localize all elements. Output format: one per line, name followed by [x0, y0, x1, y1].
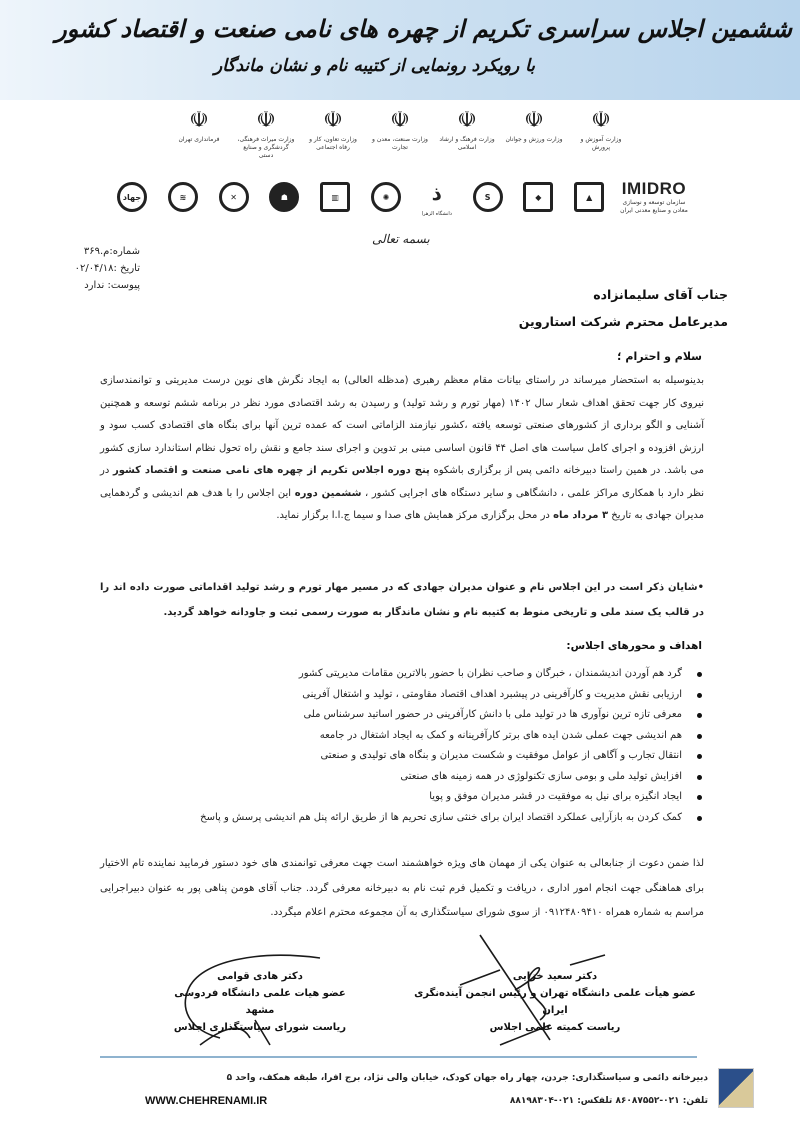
bullet-icon — [697, 734, 702, 739]
goal-text: ایجاد انگیزه برای نیل به موفقیت در قشر مدیران موفق و پویا — [429, 791, 682, 802]
jahad-logo-icon: جهاد — [117, 182, 147, 212]
bullet-icon — [697, 672, 702, 677]
goal-item — [148, 685, 708, 706]
goal-text: ارزیابی نقش مدیریت و کارآفرینی در پیشبرد اهداف اقتصاد مقاومتی ، تولید و اشتغال آفرینی — [302, 688, 682, 700]
globe-logo-icon: S — [473, 182, 503, 212]
letter-number: شماره:م.۳۶۹ — [83, 246, 140, 257]
logo-caption: وزارت آموزش و پرورش — [580, 136, 622, 151]
goals-list — [148, 664, 708, 828]
logo-caption: وزارت فرهنگ و ارشاد اسلامی — [439, 136, 495, 151]
iran-emblem-icon: ☫ — [457, 108, 477, 133]
bullet-icon — [697, 816, 702, 821]
university-logo-icon: ▥ — [320, 182, 350, 212]
logo-caption: وزارت ورزش و جوانان — [505, 136, 563, 143]
signatory-role: ریاست کمیته علمی اجلاس — [489, 1022, 621, 1033]
recipient-block — [519, 281, 728, 335]
ministry-logo — [304, 108, 362, 164]
goal-text: انتقال تجارب و آگاهی از عوامل موفقیت و شکست مدیران و بنگاه های تولیدی و صنعتی — [320, 750, 682, 761]
partner-logo — [516, 182, 560, 212]
imidro-logo-icon: IMIDRO — [621, 179, 687, 198]
logo-caption: وزارت تعاون، کار و رفاه اجتماعی — [309, 136, 357, 151]
iran-map-logo-icon: ▲ — [574, 182, 604, 212]
organization-logo-icon: ✕ — [219, 182, 249, 212]
university-logo-icon: ذ — [422, 178, 452, 208]
bullet-icon — [697, 754, 702, 759]
signatory-name: دکتر سعید خزایی — [512, 971, 598, 982]
bismillah: بسمه تعالی — [372, 232, 430, 246]
logo-caption: دانشگاه الزهرا — [421, 210, 452, 217]
banner-subtitle: با رویکرد رونمایی از کتیبه نام و نشان ماندگار — [214, 56, 535, 76]
goal-item — [148, 705, 708, 726]
secretariat-logo-icon — [718, 1068, 754, 1108]
ministry-logos-row — [170, 108, 630, 164]
footer-phone: تلفن: ۰۲۱-۸۶۰۸۷۵۵۲ تلفکس: ۰۲۱-۸۸۱۹۸۳۰۴ — [509, 1096, 708, 1106]
bullet-icon — [697, 713, 702, 718]
amirkabir-logo-icon: ✺ — [371, 182, 401, 212]
ministry-logo — [170, 108, 228, 164]
partner-logo — [364, 182, 408, 212]
logo-caption: فرمانداری تهران — [178, 136, 220, 143]
tehran-university-logo-icon: ☗ — [269, 182, 299, 212]
goals-heading: اهداف و محورهای اجلاس: — [566, 640, 702, 652]
footer-divider — [100, 1056, 697, 1058]
greeting: سلام و احترام ؛ — [617, 350, 702, 363]
goal-text: هم اندیشی جهت عملی شدن ایده های برتر کارآفرینانه و کمک به ایجاد اشتغال در جامعه — [319, 729, 682, 741]
goal-item — [148, 746, 708, 767]
partner-logos-row — [110, 172, 690, 222]
partner-logo — [466, 182, 510, 212]
paragraph-text: در محل برگزاری مرکز همایش های صدا و سیما ج.ا.ا برگزار نماید. — [276, 510, 554, 521]
goal-item — [148, 767, 708, 788]
bullet-icon — [697, 775, 702, 780]
logo-caption: وزارت صنعت، معدن و تجارت — [372, 136, 428, 151]
iran-emblem-icon: ☫ — [524, 108, 544, 133]
goal-text: افزایش تولید ملی و بومی سازی تکنولوژی در همه زمینه های صنعتی — [400, 770, 682, 782]
bullet-icon — [697, 795, 702, 800]
partner-logo — [110, 182, 154, 212]
partner-logo — [567, 182, 611, 212]
organization-logo-icon: ◆ — [523, 182, 553, 212]
ministry-logo — [438, 108, 496, 164]
signatory-role: عضو هیأت علمی دانشگاه تهران و رئیس انجمن آینده‌نگری ایران — [414, 988, 696, 1016]
signatory-name: دکتر هادی قوامی — [217, 971, 303, 982]
ministry-logo — [371, 108, 429, 164]
iran-emblem-icon: ☫ — [323, 108, 343, 133]
event-date: ۳ مرداد ماه — [553, 510, 609, 521]
letter-date: تاریخ :۰۲/۰۴/۱۸ — [74, 263, 140, 274]
goal-item — [148, 787, 708, 808]
signatory-role: ریاست شورای سیاستگذاری اجلاس — [173, 1022, 347, 1033]
recipient-name: جناب آقای سلیمانزاده — [593, 287, 728, 302]
paragraph-text: بدینوسیله به استحضار میرساند در راستای بیانات مقام معظم رهبری (مدظله العالی) به ایجاد نگرش های نوین درست مدیریتی و توانمندسازی نیروی کار جهت تحقق اهداف شعار سال ۱۴۰۲ (مهار تورم و رشد تولید) و رسیدن به رشد اقتصادی مورد نظر در برنامه ششم توسعه و همچنین آشنایی و الگو برداری از کشورهای صنعتی توسعه یافته ،کشور نیازمند الزاماتی است که عمده ترین آنها برای بنگاه های اقتصادی کسب سود و ارزش افزوده و اجرای کامل سیاست های اصل ۴۴ قانون اساسی مبنی بر تدوین و اجرای سند جامع و نقش راه تحول نظام استاندارد سازی کشور می باشد. در همین راستا دبیرخانه دائمی پس از برگزاری باشکوه — [100, 375, 705, 476]
partner-logo — [212, 182, 256, 212]
logo-caption: سازمان توسعه و نوسازی معادن و صنایع معدنی ایران — [620, 199, 688, 214]
paragraph-emphasis: پنج دوره اجلاس تکریم از چهره های نامی صنعت و اقتصاد کشور — [112, 465, 430, 476]
body-paragraph-2: •شایان ذکر است در این اجلاس نام و عنوان مدیران جهادی که در مسیر مهار تورم و رشد تولید اقداماتی صورت داده اند را در قالب یک سند ملی و تاریخی منوط به کتیبه نام و نشان ماندگار به صورت رسمی ثبت و جاودانه خواهد گردید. — [100, 582, 704, 618]
paragraph-text: این اجلاس را با هدف هم اندیشی و گردهمایی مدیران جهادی به تاریخ — [100, 487, 704, 521]
paragraph-text: در نظر دارد با همکاری مراکز علمی ، دانشگاهی و سایر دستگاه های اجرایی کشور ، — [100, 465, 704, 499]
partner-logo — [161, 182, 205, 212]
iran-emblem-icon: ☫ — [189, 108, 209, 133]
goal-text: کمک کردن به بازآرایی عملکرد اقتصاد ایران برای خنثی سازی تحریم ها از طریق ارائه پنل هم اندیشی پرسش و پاسخ — [200, 811, 682, 823]
organization-logo-icon: ≋ — [168, 182, 198, 212]
goal-item — [148, 808, 708, 829]
signature-block-left — [160, 968, 360, 1036]
goal-text: معرفی تازه ترین نوآوری ها در تولید ملی با دانش کارآفرینی در حضور اساتید سرشناس ملی — [303, 709, 682, 720]
iran-emblem-icon: ☫ — [390, 108, 410, 133]
goal-text: گرد هم آوردن اندیشمندان ، خبرگان و صاحب نظران با حضور بالاترین مقامات مدیریتی کشور — [298, 668, 682, 679]
ministry-logo — [572, 108, 630, 164]
recipient-title: مدیرعامل محترم شرکت استاروین — [518, 314, 728, 329]
banner-title: ششمین اجلاس سراسری تکریم از چهره های نامی صنعت و اقتصاد کشور — [55, 14, 792, 43]
imidro-logo — [618, 179, 690, 215]
body-paragraph-3: لذا ضمن دعوت از جنابعالی به عنوان یکی از مهمان های ویژه خواهشمند است جهت معرفی توانمندی های خود دستور فرمایید نماینده تام الاختیار برای هماهنگی جهت انجام امور اداری ، دریافت و تکمیل فرم ثبت نام به دبیرخانه معرفی گردد. جناب آقای هومن پناهی پور به عنوان دبیراجرایی مراسم به شماره همراه ۰۹۱۲۴۸۰۹۴۱۰ از سوی شورای سیاستگذاری به آن مجموعه محترم اعلام میگردد. — [100, 858, 704, 918]
iran-emblem-icon: ☫ — [591, 108, 611, 133]
ministry-logo — [237, 108, 295, 164]
bullet-icon — [697, 693, 702, 698]
body-paragraph-1 — [100, 370, 704, 528]
partner-logo — [313, 182, 357, 212]
letter-meta — [60, 243, 140, 294]
goal-item — [148, 726, 708, 747]
logo-caption: وزارت میراث فرهنگی، گردشگری و صنایع دستی — [237, 136, 295, 159]
paragraph-emphasis: ششمین دوره — [294, 487, 362, 499]
signature-block-right — [410, 968, 700, 1036]
footer-website-link[interactable]: WWW.CHEHRENAMI.IR — [145, 1095, 268, 1107]
partner-logo — [262, 182, 306, 212]
letter-attachment: پیوست: ندارد — [84, 280, 140, 291]
iran-emblem-icon: ☫ — [256, 108, 276, 133]
goal-item — [148, 664, 708, 685]
header-banner — [0, 0, 800, 100]
partner-logo — [415, 178, 459, 217]
ministry-logo — [505, 108, 563, 164]
signatory-role: عضو هیات علمی دانشگاه فردوسی مشهد — [174, 988, 346, 1016]
footer-address: دبیرخانه دائمی و سیاستگذاری: جردن، چهار راه جهان کودک، خیابان والی نژاد، برج افرا، طبقه همکف، واحد ۵ — [226, 1073, 708, 1083]
